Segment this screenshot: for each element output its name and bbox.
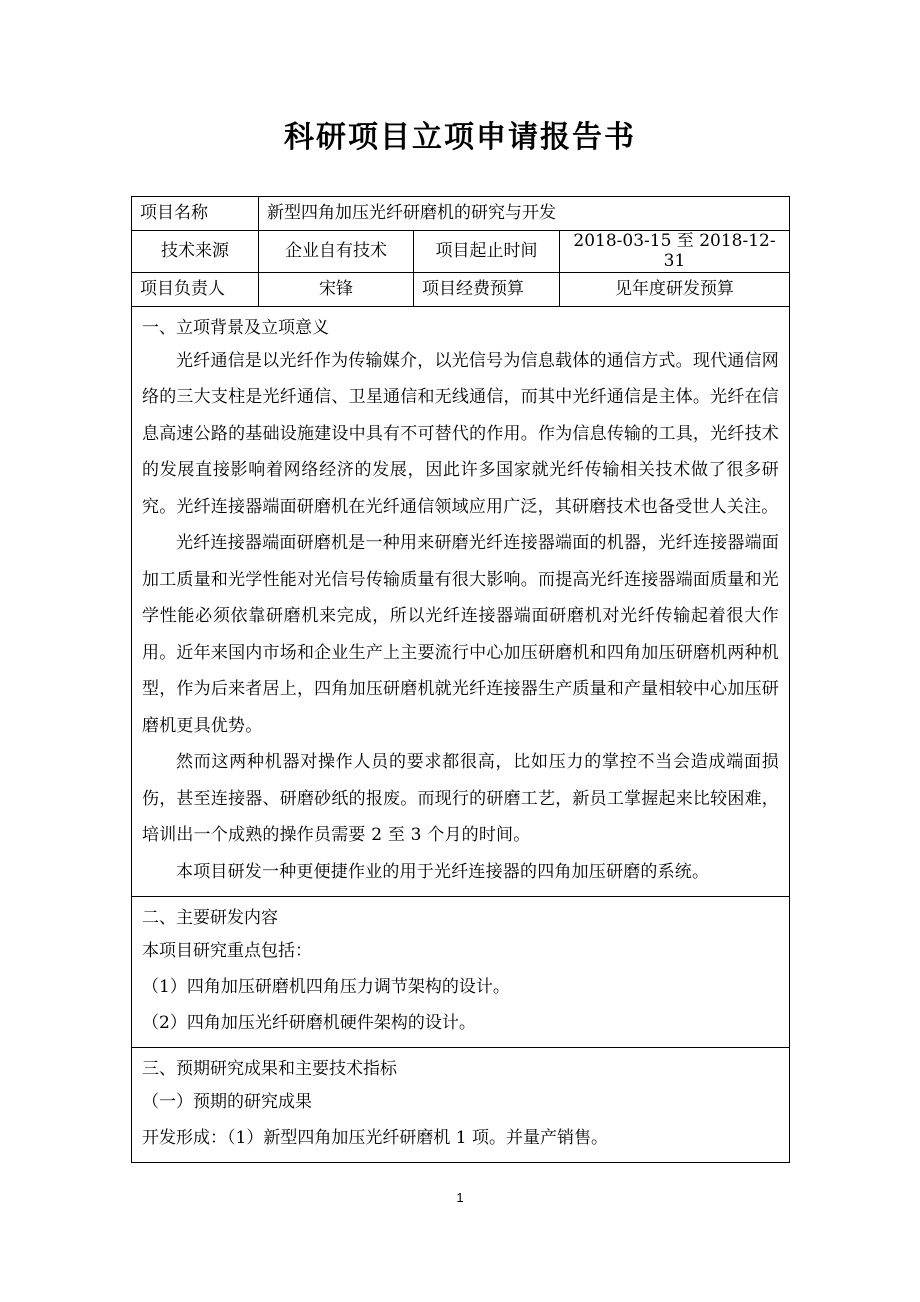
page-title: 科研项目立项申请报告书: [284, 120, 636, 155]
section-results-heading: 三、预期研究成果和主要技术指标: [142, 1059, 397, 1080]
results-line: 开发形成：（1）新型四角加压光纤研磨机 1 项。并量产销售。: [142, 1128, 608, 1149]
content-item: （1）四角加压研磨机四角压力调节架构的设计。: [142, 977, 510, 998]
section-content-heading: 二、主要研发内容: [142, 908, 278, 929]
leader-label: 项目负责人: [132, 272, 259, 306]
section-results-cell: [132, 1048, 790, 1163]
results-subheading: （一）预期的研究成果: [142, 1092, 312, 1113]
page-number: 1: [456, 1190, 464, 1205]
project-name-label: 项目名称: [132, 197, 259, 231]
section-background: [132, 306, 790, 897]
row-leader: [132, 272, 790, 306]
application-form-table: [131, 196, 790, 1163]
section-results: [132, 1048, 790, 1163]
content-item: （2）四角加压光纤研磨机硬件架构的设计。: [142, 1013, 476, 1034]
background-paragraph: 光纤连接器端面研磨机是一种用来研磨光纤连接器端面的机器，光纤连接器端面加工质量和光学性能对光信号传输质量有很大影响。而提高光纤连接器端面质量和光学性能必须依靠研磨机来完成，所以光纤连接器端面研磨机对光纤传输起着很大作用。近年来国内市场和企业生产上主要流行中心加压研磨机和四角加压研磨机两种机型，作为后来者居上，四角加压研磨机就光纤连接器生产质量和产量相较中心加压研磨机更具优势。: [142, 533, 779, 736]
project-name-value: 新型四角加压光纤研磨机的研究与开发: [259, 197, 790, 231]
background-paragraph: 本项目研发一种更便捷作业的用于光纤连接器的四角加压研磨的系统。: [176, 861, 710, 882]
tech-source-value: 企业自有技术: [259, 231, 414, 273]
row-tech-source: [132, 231, 790, 273]
period-value: 2018-03-15 至 2018-12-31: [560, 231, 790, 273]
row-project-name: [132, 197, 790, 231]
period-label: 项目起止时间: [414, 231, 560, 273]
section-background-heading: 一、立项背景及立项意义: [142, 317, 329, 338]
budget-label: 项目经费预算: [414, 272, 560, 306]
budget-value: 见年度研发预算: [560, 272, 790, 306]
leader-value: 宋锋: [259, 272, 414, 306]
background-paragraph: 光纤通信是以光纤作为传输媒介，以光信号为信息载体的通信方式。现代通信网络的三大支柱是光纤通信、卫星通信和无线通信，而其中光纤通信是主体。光纤在信息高速公路的基础设施建设中具有不可替代的作用。作为信息传输的工具，光纤技术的发展直接影响着网络经济的发展，因此许多国家就光纤传输相关技术做了很多研究。光纤连接器端面研磨机在光纤通信领域应用广泛，其研磨技术也备受世人关注。: [142, 350, 779, 517]
section-content-cell: [132, 897, 790, 1048]
section-background-cell: [132, 306, 790, 897]
section-content: [132, 897, 790, 1048]
background-paragraph: 然而这两种机器对操作人员的要求都很高，比如压力的掌控不当会造成端面损伤，甚至连接器、研磨砂纸的报废。而现行的研磨工艺，新员工掌握起来比较困难，培训出一个成熟的操作员需要 2 至 3 个月的时间。: [142, 752, 779, 846]
content-intro: 本项目研究重点包括：: [142, 941, 312, 962]
tech-source-label: 技术来源: [132, 231, 259, 273]
